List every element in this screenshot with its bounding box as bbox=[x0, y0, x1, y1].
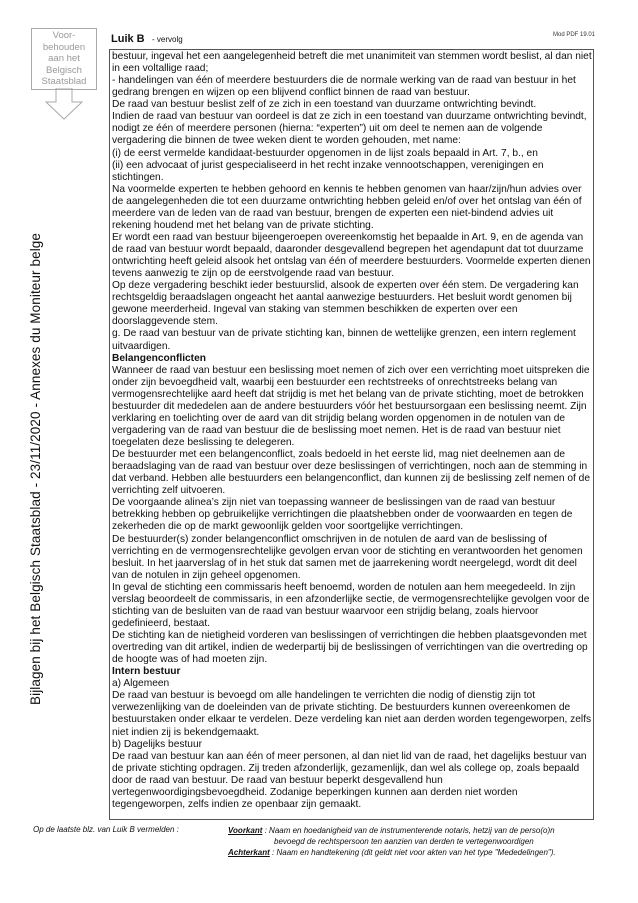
section-label: Luik B bbox=[111, 33, 145, 45]
body-paragraph: De raad van bestuur kan aan één of meer personen, al dan niet lid van de raad, het dagelijks bestuur van de private stichting opdragen. Zij treden afzonderlijk, gezamenlijk, dan wel als college op, zoals bepaald door de raad van bestuur. De raad van bestuur beperkt desgevallend hun vertegenwoordigingsbevoegdheid. Zodanige beperkingen kunnen aan derden niet worden tegengeworpen, zelfs indien ze openbaar zijn gemaakt. bbox=[112, 750, 587, 810]
body-paragraph: De bestuurder(s) zonder belangenconflict omschrijven in de notulen de aard van de beslissing of verrichting en de vermogensrechtelijke gevolgen ervan voor de stichting en verantwoorden het genomen besluit. In het jaarverslag of in het stuk dat samen met de jaarrekening wordt neergelegd, wordt dit deel van de notulen in zijn geheel opgenomen. bbox=[112, 533, 583, 581]
reservation-line: aan het bbox=[48, 53, 80, 64]
footer-front-line-2: bevoegd de rechtspersoon ten aanzien van derden te vertegenwoordigen bbox=[274, 837, 534, 846]
body-paragraph: In geval de stichting een commissaris heeft benoemd, worden de notulen aan hem meegedeeld. In zijn verslag beoordeelt de commissaris, in een afzonderlijke sectie, de vermogensrechtelijke gevolgen voor de stichting van de besluiten van de raad van bestuur waarvoor een strijdig belang, zoals hiervoor gedefinieerd, bestaat. bbox=[112, 581, 590, 629]
reservation-line: Belgisch bbox=[46, 64, 82, 76]
back-text: : Naam en handtekening (dit geldt niet voor akten van het type "Mededelingen"). bbox=[269, 848, 556, 857]
footer-instructions bbox=[228, 825, 598, 858]
reservation-line: behouden bbox=[42, 41, 86, 53]
reservation-box bbox=[31, 28, 97, 90]
body-paragraph: De raad van bestuur beslist zelf of ze zich in een toestand van duurzame ontwrichting bevindt. bbox=[112, 99, 537, 111]
body-paragraph: Er wordt een raad van bestuur bijeengeroepen overeenkomstig het bepaalde in Art. 9, en de agenda van de raad van bestuur wordt bepaald, daaronder desgevallend begrepen het agendapunt dat tot duurzame ontwrichting heeft geleid alsook het ontslag van één of meerdere bestuurders. Voormelde experten dienen tevens aanwezig te zijn op de eerstvolgende raad van bestuur. bbox=[112, 231, 591, 280]
body-paragraph: g. De raad van bestuur van de private stichting kan, binnen de wettelijke grenzen, een intern reglement uitvaardigen. bbox=[112, 328, 576, 352]
section-heading: Belangenconflicten bbox=[112, 352, 206, 364]
down-arrow-icon bbox=[44, 88, 84, 120]
front-text: : Naam en hoedanigheid van de instrumenterende notaris, hetzij van de perso(o)n bbox=[262, 826, 555, 835]
section-heading: Intern bestuur bbox=[112, 666, 181, 678]
footer-back-line bbox=[228, 847, 598, 858]
footer-note: Op de laatste blz. van Luik B vermelden : bbox=[33, 825, 179, 834]
reservation-line: Staatsblad bbox=[41, 76, 87, 87]
body-paragraph: b) Dagelijks bestuur bbox=[112, 738, 203, 750]
front-label: Voorkant bbox=[228, 826, 263, 835]
body-paragraph: a) Algemeen bbox=[112, 678, 170, 690]
footer-front-line bbox=[228, 825, 598, 836]
document-body bbox=[112, 51, 592, 811]
body-paragraph: De bestuurder met een belangenconflict, zoals bedoeld in het eerste lid, mag niet deelnemen aan de beraadslaging van de raad van bestuur over deze beslissingen of verrichtingen, noch aan de stemming in dat verband. Hebben alle bestuurders een belangenconflict, dan kunnen zij de beslissing zelf nemen of de verrichting zelf uitvoeren. bbox=[112, 449, 591, 497]
body-paragraph: (ii) een advocaat of jurist gespecialiseerd in het recht inzake vennootschappen, verenigingen en stichtingen. bbox=[112, 159, 544, 183]
form-version: Mod PDF 19.01 bbox=[553, 32, 596, 38]
back-label: Achterkant bbox=[228, 848, 270, 857]
continued-label: - vervolg bbox=[152, 35, 183, 44]
reservation-line: Voor- bbox=[52, 30, 76, 41]
body-paragraph: Op deze vergadering beschikt ieder bestuurslid, alsook de experten over één stem. De vergadering kan rechtsgeldig beraadslagen ongeacht het aantal aanwezige bestuurders. Het besluit wordt genomen bij gewone meerderheid. Ingeval van staking van stemmen beschikken de experten over een doorslaggevende stem. bbox=[112, 280, 579, 328]
body-paragraph: Na voormelde experten te hebben gehoord en kennis te hebben genomen van haar/zijn/hun advies over de aangelegenheden die tot een duurzame ontwrichting hebben geleid en/of over het ontslag van één of meerdere van de leden van de raad van bestuur, brengen de experten een niet-bindend advies uit rekening houdend met het belang van de private stichting. bbox=[112, 183, 582, 231]
body-paragraph: Indien de raad van bestuur van oordeel is dat ze zich in een toestand van duurzame ontwrichting bevindt, nodigt ze één of meerdere personen (hierna: “experten”) uit om deel te nemen aan de volgende vergadering die binnen de twee weken dient te worden gehouden, met name: bbox=[112, 111, 587, 147]
body-paragraph: De stichting kan de nietigheid vorderen van beslissingen of verrichtingen die hebben plaatsgevonden met overtreding van dit artikel, indien de wederpartij bij de beslissingen of verrichtingen van die overtreding op de hoogte was of had moeten zijn. bbox=[112, 630, 588, 666]
body-paragraph: - handelingen van één of meerdere bestuurders die de normale werking van de raad van bestuur in het gedrang brengen en wijzen op een blijvend conflict binnen de raad van bestuur. bbox=[112, 75, 576, 99]
body-paragraph: (i) de eerst vermelde kandidaat-bestuurder opgenomen in de lijst zoals bepaald in Art. 7, b., en bbox=[112, 147, 538, 159]
body-paragraph: bestuur, ingeval het een aangelegenheid betreft die met unanimiteit van stemmen wordt beslist, al dan niet in een voltallige raad; bbox=[112, 51, 592, 75]
sidebar-vertical-text: Bijlagen bij het Belgisch Staatsblad - 23/11/2020 - Annexes du Moniteur belge bbox=[28, 232, 43, 705]
body-paragraph: De voorgaande alinea’s zijn niet van toepassing wanneer de beslissingen van de raad van bestuur betrekking hebben op gebruikelijke verrichtingen die plaatshebben onder de voorwaarden en tegen de zekerheden die op de markt gewoonlijk gelden voor soortgelijke verrichtingen. bbox=[112, 497, 573, 533]
body-paragraph: De raad van bestuur is bevoegd om alle handelingen te verrichten die nodig of dienstig zijn tot verwezenlijking van de doeleinden van de private stichting. De bestuurders kunnen overeenkomen de bestuurstaken onder elkaar te verdelen. Deze verdeling kan niet aan derden worden tegengeworpen, zelfs niet indien zij is bekendgemaakt. bbox=[112, 690, 592, 738]
body-paragraph: Wanneer de raad van bestuur een beslissing moet nemen of zich over een verrichting moet uitspreken die onder zijn bevoegdheid valt, waarbij een bestuurder een rechtstreeks of onrechtstreeks belang van vermogensrechtelijke aard heeft dat strijdig is met het belang van de private stichting, moet de betrokken bestuurder dit mededelen aan de andere bestuurders vóór het bestuursorgaan een beslissing neemt. Zijn verklaring en toelichting over de aard van dit strijdig belang worden opgenomen in de notulen van de vergadering van de raad van bestuur die de beslissing moet nemen. Het is de raad van bestuur niet toegelaten deze beslissing te delegeren. bbox=[112, 364, 590, 448]
